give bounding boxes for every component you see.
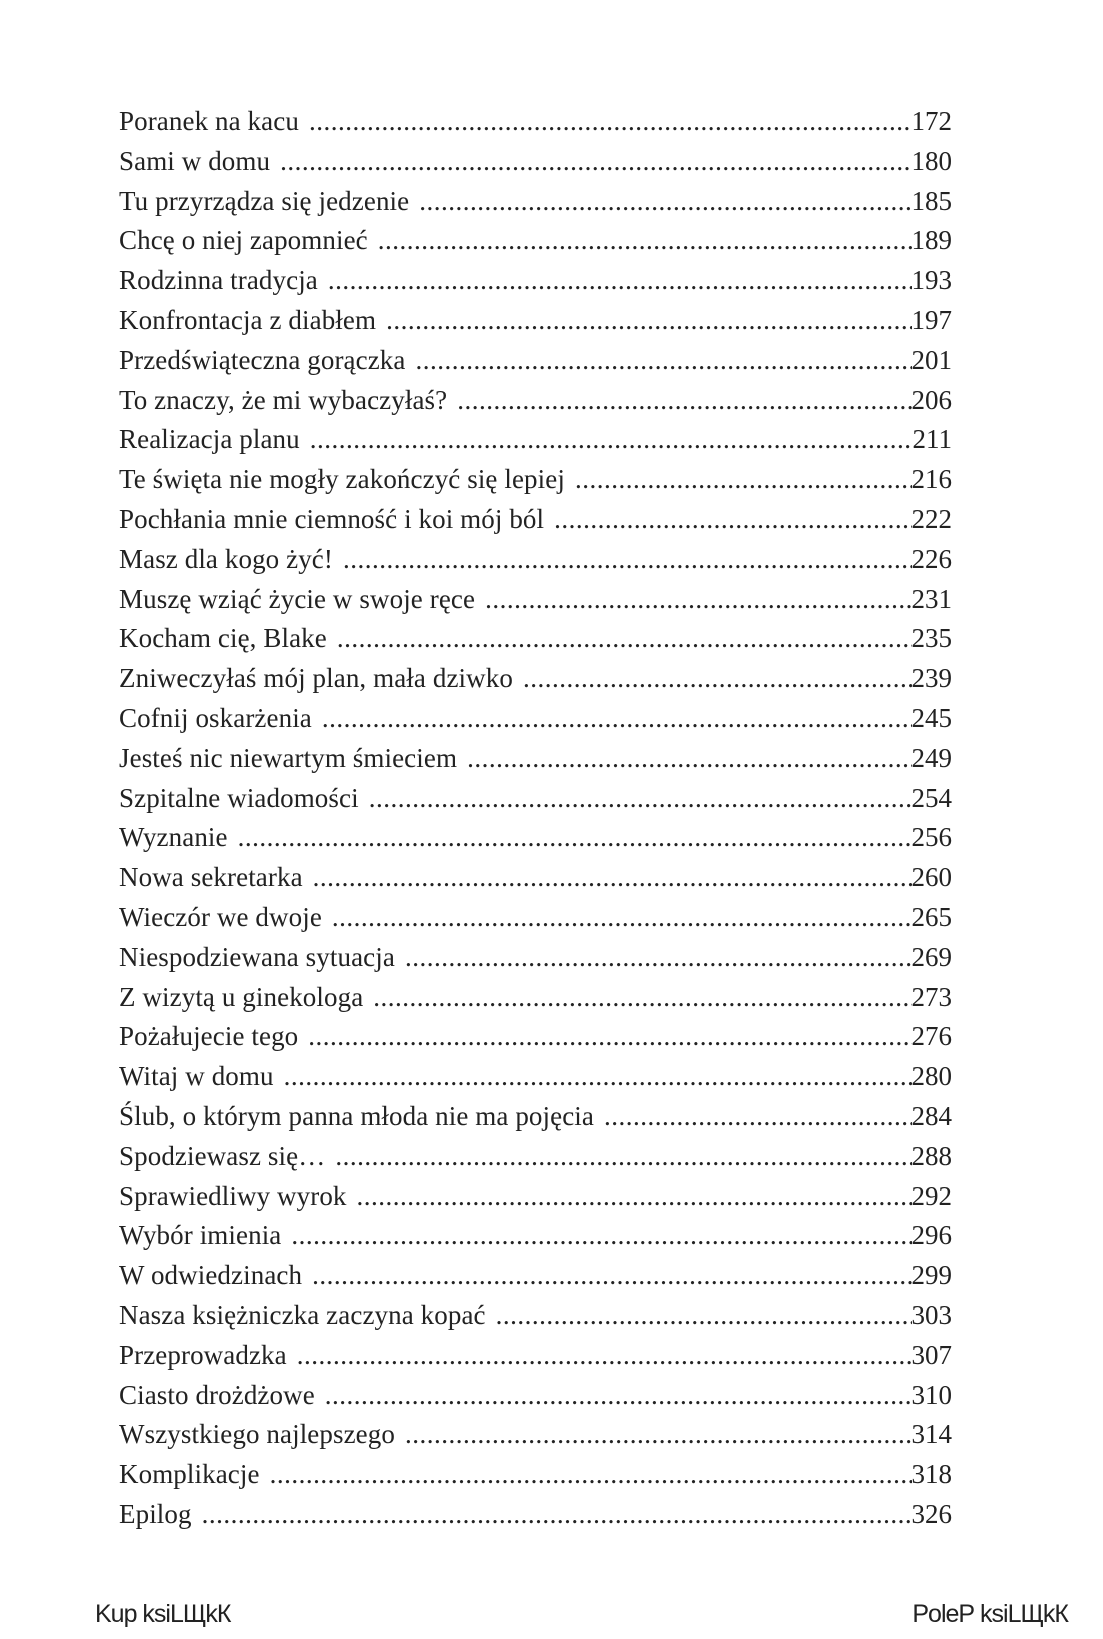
toc-entry-page: 288 — [911, 1140, 952, 1171]
toc-leader-dots — [310, 420, 913, 460]
toc-entry-page: 292 — [911, 1180, 952, 1211]
toc-leader-dots — [202, 1495, 912, 1535]
toc-entry-page: 216 — [911, 464, 952, 495]
toc-entry-title: Ślub, o którym panna młoda nie ma pojęcia — [119, 1100, 594, 1131]
toc-leader-dots — [373, 978, 911, 1018]
toc-leader-dots — [313, 858, 912, 898]
toc-entry — [119, 381, 952, 421]
toc-entry-title: Te święta nie mogły zakończyć się lepiej — [119, 464, 565, 495]
toc-entry — [119, 858, 952, 898]
toc-entry-page: 276 — [911, 1021, 952, 1052]
toc-entry — [119, 1455, 952, 1495]
toc-entry — [119, 619, 952, 659]
toc-leader-dots — [496, 1296, 912, 1336]
toc-entry — [119, 301, 952, 341]
toc-entry — [119, 142, 952, 182]
toc-entry — [119, 1296, 952, 1336]
toc-entry — [119, 978, 952, 1018]
toc-entry — [119, 1057, 952, 1097]
toc-entry-title: Rodzinna tradycja — [119, 265, 318, 296]
toc-entry-title: Nowa sekretarka — [119, 862, 303, 893]
toc-entry — [119, 102, 952, 142]
toc-entry-page: 226 — [911, 543, 952, 574]
buy-book-link[interactable]: Kup ksiLЩkК — [95, 1600, 231, 1628]
toc-entry — [119, 500, 952, 540]
toc-entry-title: Poranek na kacu — [119, 106, 299, 136]
toc-entry — [119, 1415, 952, 1455]
toc-entry-title: Tu przyrządza się jedzenie — [119, 185, 410, 216]
toc-leader-dots — [343, 540, 912, 580]
toc-entry — [119, 221, 952, 261]
toc-entry-page: 318 — [911, 1459, 952, 1490]
toc-entry-page: 296 — [911, 1220, 952, 1251]
toc-entry-page: 314 — [911, 1419, 952, 1450]
toc-entry-page: 222 — [911, 503, 952, 534]
toc-entry-title: Przedświąteczna gorączka — [119, 344, 406, 375]
toc-entry-page: 310 — [911, 1379, 952, 1410]
toc-entry-page: 307 — [911, 1339, 952, 1370]
toc-leader-dots — [238, 818, 912, 858]
toc-entry-title: Zniweczyłaś mój plan, mała dziwko — [119, 663, 513, 694]
toc-leader-dots — [312, 1256, 911, 1296]
toc-entry-title: Przeprowadzka — [119, 1339, 287, 1370]
toc-entry-title: Komplikacje — [119, 1459, 260, 1490]
toc-leader-dots — [415, 341, 911, 381]
toc-entry — [119, 1376, 952, 1416]
table-of-contents — [119, 102, 952, 1535]
toc-entry — [119, 341, 952, 381]
toc-entry-page: 206 — [911, 384, 952, 415]
toc-leader-dots — [457, 381, 911, 421]
toc-entry-title: Pochłania mnie ciemność i koi mój ból — [119, 503, 545, 534]
toc-leader-dots — [485, 580, 911, 620]
toc-entry-page: 172 — [911, 106, 952, 136]
toc-entry-title: Konfrontacja z diabłem — [119, 304, 377, 335]
toc-entry — [119, 540, 952, 580]
toc-leader-dots — [270, 1455, 912, 1495]
toc-entry — [119, 261, 952, 301]
toc-leader-dots — [337, 619, 912, 659]
toc-entry — [119, 460, 952, 500]
toc-entry — [119, 1216, 952, 1256]
toc-entry-title: To znaczy, że mi wybaczyłaś? — [119, 384, 448, 415]
toc-leader-dots — [308, 1017, 911, 1057]
toc-entry-title: Kocham cię, Blake — [119, 623, 327, 654]
toc-entry-page: 239 — [911, 663, 952, 694]
recommend-book-link[interactable]: PoleР ksiLЩkК — [912, 1600, 1068, 1628]
toc-leader-dots — [357, 1177, 912, 1217]
toc-entry-title: Nasza księżniczka zaczyna kopać — [119, 1299, 486, 1330]
toc-entry-page: 254 — [911, 782, 952, 813]
toc-entry-title: Realizacja planu — [119, 424, 300, 455]
toc-entry — [119, 182, 952, 222]
toc-entry-title: Pożałujecie tego — [119, 1021, 299, 1052]
toc-leader-dots — [335, 1137, 911, 1177]
toc-entry-title: Wyznanie — [119, 822, 228, 853]
toc-leader-dots — [575, 460, 912, 500]
toc-entry-page: 201 — [911, 344, 952, 375]
toc-leader-dots — [523, 659, 912, 699]
toc-entry-page: 265 — [911, 901, 952, 932]
toc-entry-page: 193 — [911, 265, 952, 296]
toc-entry-title: Niespodziewana sytuacja — [119, 941, 395, 972]
toc-entry-title: Wszystkiego najlepszego — [119, 1419, 395, 1450]
toc-entry-page: 231 — [911, 583, 952, 614]
toc-entry-page: 260 — [911, 862, 952, 893]
toc-entry-page: 303 — [911, 1299, 952, 1330]
toc-entry-title: Jesteś nic niewartym śmieciem — [119, 742, 458, 773]
toc-entry-page: 189 — [911, 225, 952, 256]
toc-entry — [119, 420, 952, 460]
toc-leader-dots — [405, 938, 912, 978]
toc-entry-title: Muszę wziąć życie w swoje ręce — [119, 583, 476, 614]
toc-entry — [119, 1177, 952, 1217]
toc-leader-dots — [378, 221, 912, 261]
toc-leader-dots — [328, 261, 912, 301]
toc-entry-page: 284 — [911, 1100, 952, 1131]
toc-leader-dots — [309, 102, 912, 142]
toc-entry-title: Szpitalne wiadomości — [119, 782, 359, 813]
toc-entry-title: Sami w domu — [119, 145, 271, 176]
toc-entry — [119, 1017, 952, 1057]
toc-entry-title: Sprawiedliwy wyrok — [119, 1180, 347, 1211]
toc-leader-dots — [405, 1415, 912, 1455]
toc-entry-page: 280 — [911, 1061, 952, 1092]
toc-entry — [119, 898, 952, 938]
toc-entry — [119, 1137, 952, 1177]
toc-entry-page: 249 — [911, 742, 952, 773]
toc-leader-dots — [419, 182, 911, 222]
toc-entry-title: Cofnij oskarżenia — [119, 702, 312, 733]
toc-entry-title: Wieczór we dwoje — [119, 901, 322, 932]
toc-leader-dots — [291, 1216, 911, 1256]
toc-entry — [119, 739, 952, 779]
toc-entry-page: 180 — [911, 145, 952, 176]
toc-entry-title: Spodziewasz się… — [119, 1140, 326, 1171]
toc-leader-dots — [467, 739, 911, 779]
toc-leader-dots — [284, 1057, 912, 1097]
toc-entry-title: Witaj w domu — [119, 1061, 274, 1092]
toc-entry-page: 256 — [911, 822, 952, 853]
toc-leader-dots — [386, 301, 911, 341]
toc-entry-page: 326 — [911, 1498, 952, 1529]
toc-entry-page: 299 — [911, 1260, 952, 1291]
toc-leader-dots — [322, 699, 912, 739]
toc-entry — [119, 818, 952, 858]
toc-entry — [119, 1495, 952, 1535]
toc-entry-page: 269 — [911, 941, 952, 972]
toc-entry — [119, 1336, 952, 1376]
toc-leader-dots — [280, 142, 911, 182]
toc-leader-dots — [369, 779, 912, 819]
toc-entry — [119, 659, 952, 699]
toc-entry-title: Masz dla kogo żyć! — [119, 543, 333, 574]
toc-entry — [119, 779, 952, 819]
toc-entry-page: 235 — [911, 623, 952, 654]
toc-entry — [119, 580, 952, 620]
toc-entry-page: 185 — [911, 185, 952, 216]
toc-entry — [119, 938, 952, 978]
toc-entry-title: Epilog — [119, 1498, 192, 1529]
toc-entry-title: Z wizytą u ginekologa — [119, 981, 364, 1012]
toc-entry-page: 273 — [911, 981, 952, 1012]
toc-leader-dots — [297, 1336, 912, 1376]
toc-entry-page: 245 — [911, 702, 952, 733]
toc-entry-title: W odwiedzinach — [119, 1260, 303, 1291]
toc-entry-page: 197 — [911, 304, 952, 335]
toc-entry — [119, 1097, 952, 1137]
toc-leader-dots — [604, 1097, 912, 1137]
toc-leader-dots — [332, 898, 912, 938]
toc-leader-dots — [325, 1376, 912, 1416]
toc-entry-title: Chcę o niej zapomnieć — [119, 225, 368, 256]
toc-entry-title: Wybór imienia — [119, 1220, 282, 1251]
toc-entry-title: Ciasto drożdżowe — [119, 1379, 315, 1410]
toc-leader-dots — [554, 500, 911, 540]
toc-entry-page: 211 — [912, 424, 952, 455]
toc-entry — [119, 699, 952, 739]
toc-entry — [119, 1256, 952, 1296]
